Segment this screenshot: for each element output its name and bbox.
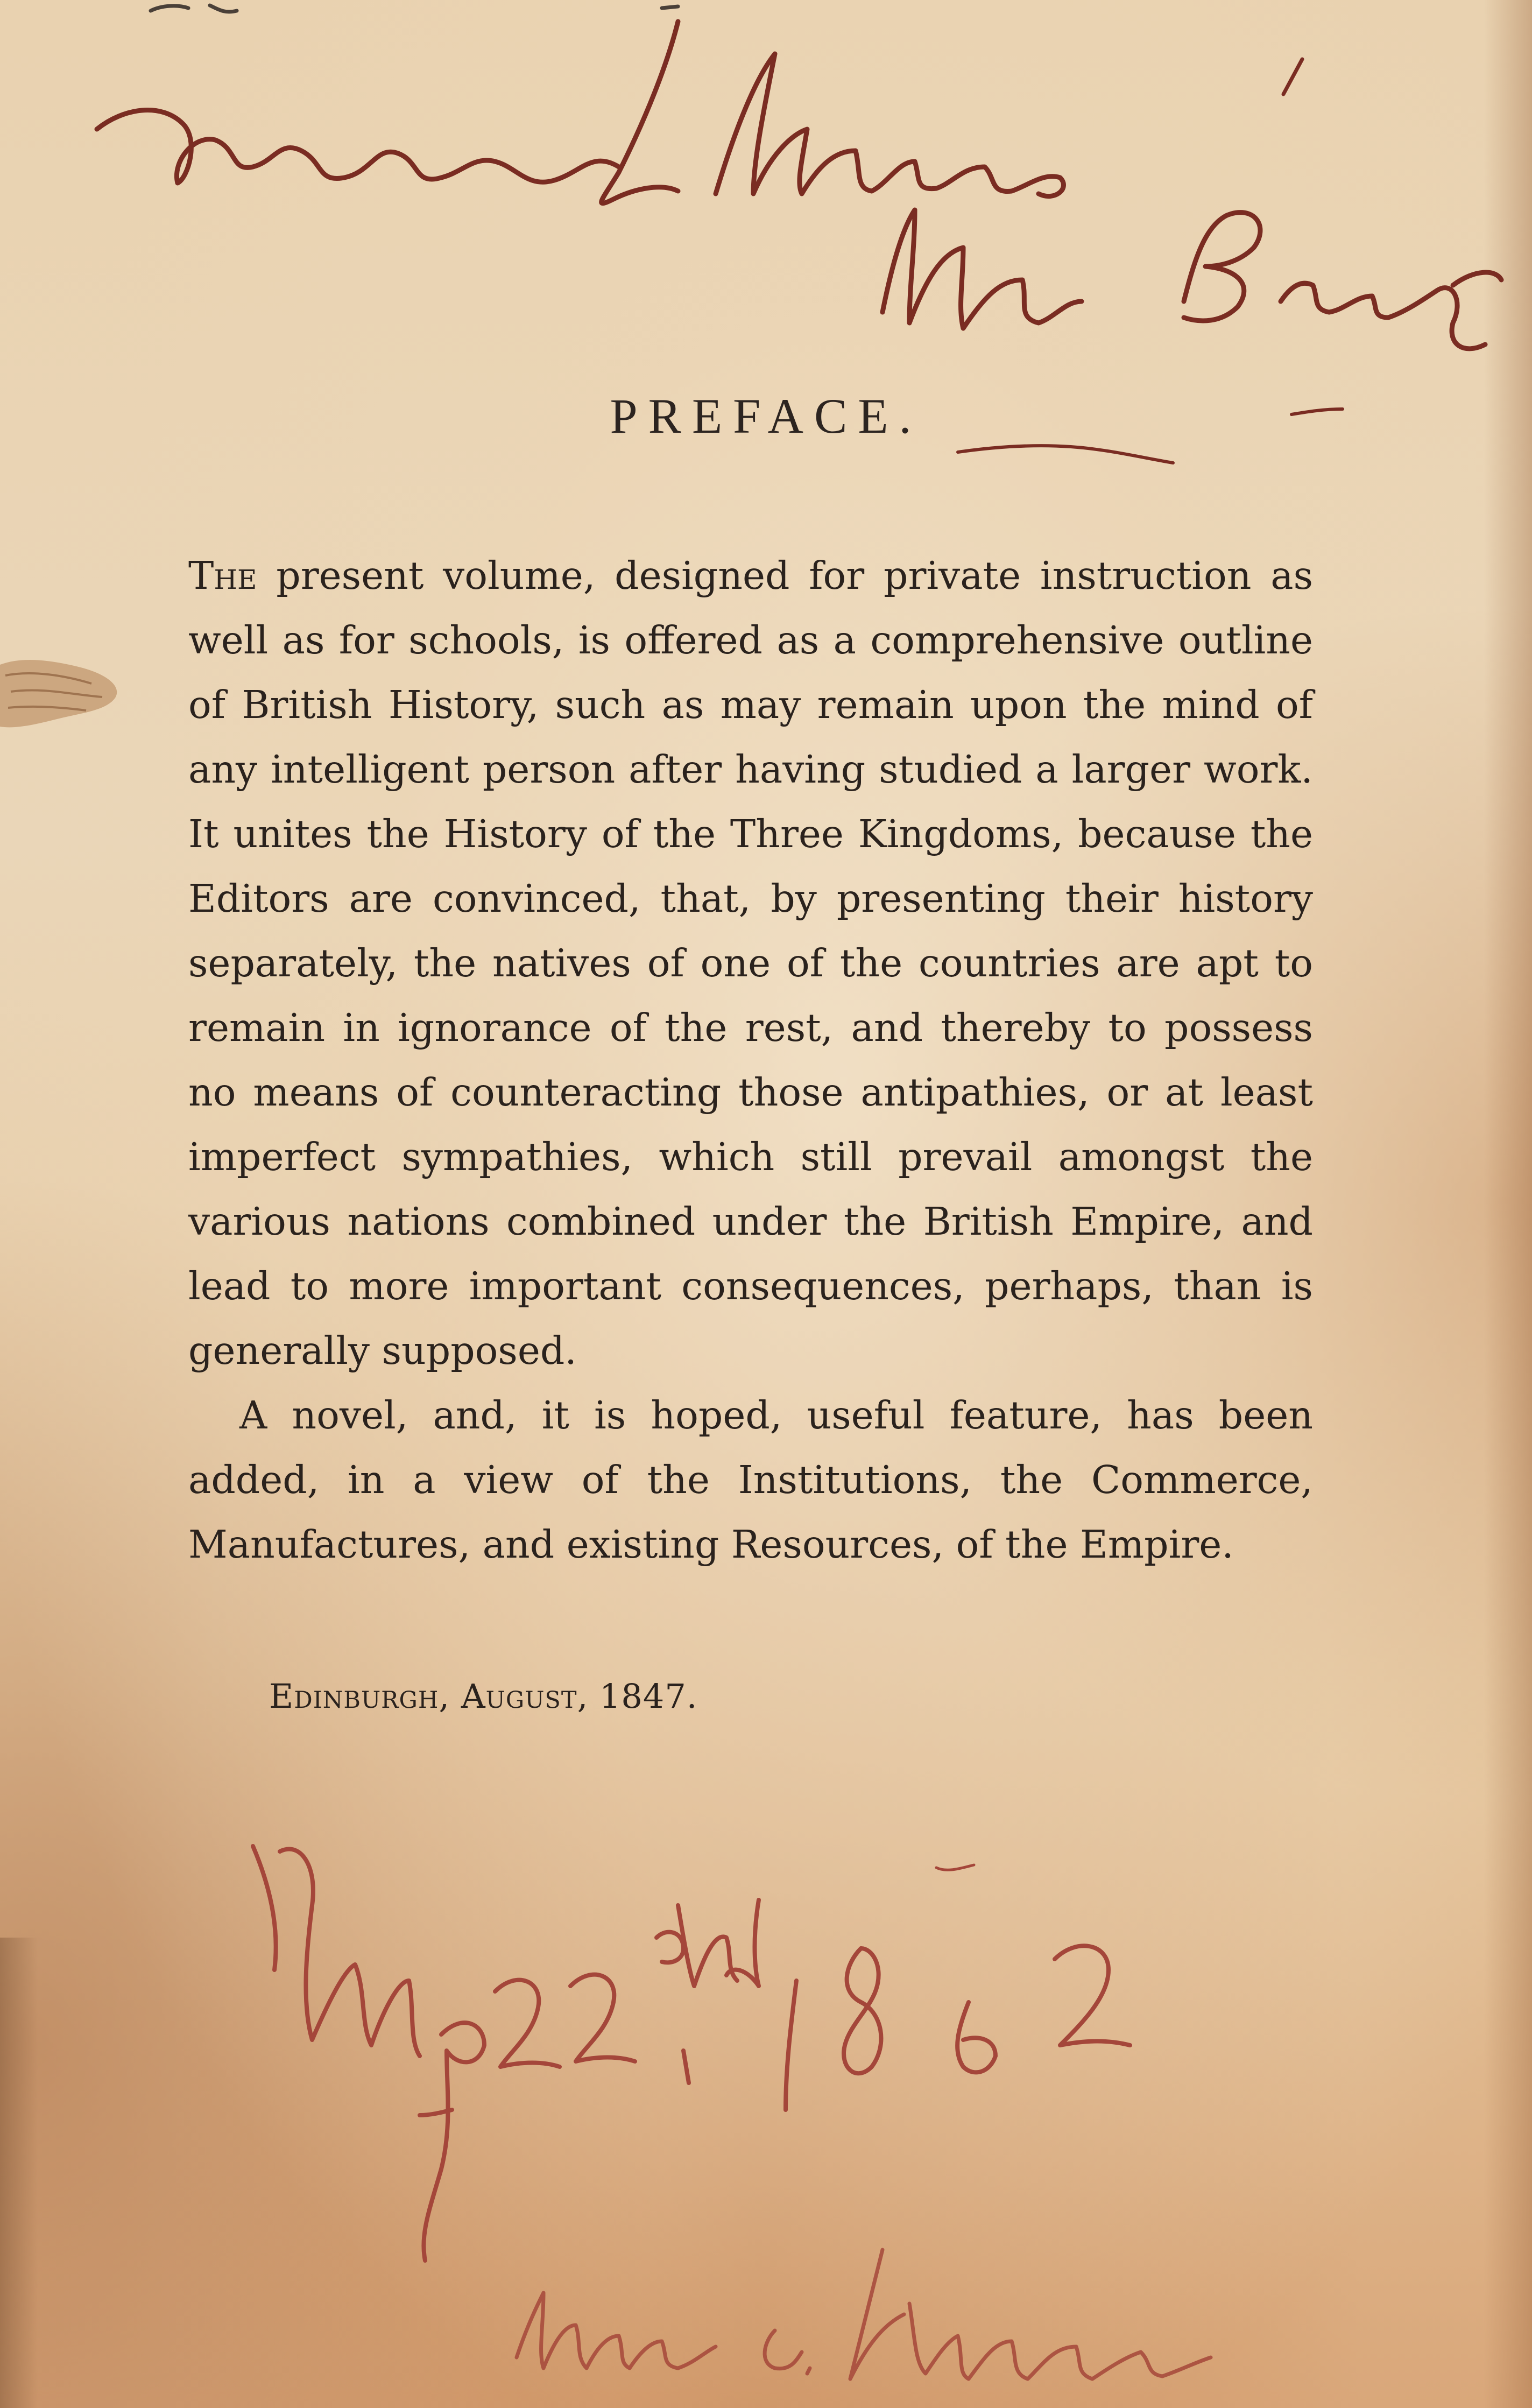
preface-paragraph-2: A novel, and, it is hoped, useful feature, has been added, in a view of the Institutions, the Commerce, Manufactures, and existing Resources, of the Empire. xyxy=(188,1393,1313,1567)
paper-tear xyxy=(0,654,124,735)
signoff-text: Edinburgh, August, 1847. xyxy=(269,1677,698,1716)
page-title: PREFACE. xyxy=(610,389,922,443)
left-edge-stain xyxy=(0,1938,38,2408)
place-date-signoff xyxy=(269,1677,697,1716)
preface-body xyxy=(188,544,1313,1577)
paragraph-1-text: present volume, designed for private instruction as well as for schools, is offered as a comprehensive outline of British History, such as may remain upon the mind of any intelligent person after having studied a larger work. It unites the History of the Three Kingdoms, because the Editors are convinced, that, by presenting their history separately, the natives of one of the countries are apt to remain in ignorance of the rest, and thereby to possess no means of counteracting those antipathies, or at least imperfect sympathies, which still prevail amongst the various nations combined under the British Empire, and lead to more important consequences, perhaps, than is generally supposed. xyxy=(188,553,1313,1373)
dated-inscription xyxy=(253,1846,1130,2261)
preface-paragraph-1 xyxy=(188,544,1313,1383)
right-edge-stain xyxy=(1484,0,1532,2408)
top-pencil-marks xyxy=(151,5,678,12)
paragraph-lead-word: The xyxy=(188,553,257,598)
bottom-name-inscription xyxy=(517,2250,1211,2379)
